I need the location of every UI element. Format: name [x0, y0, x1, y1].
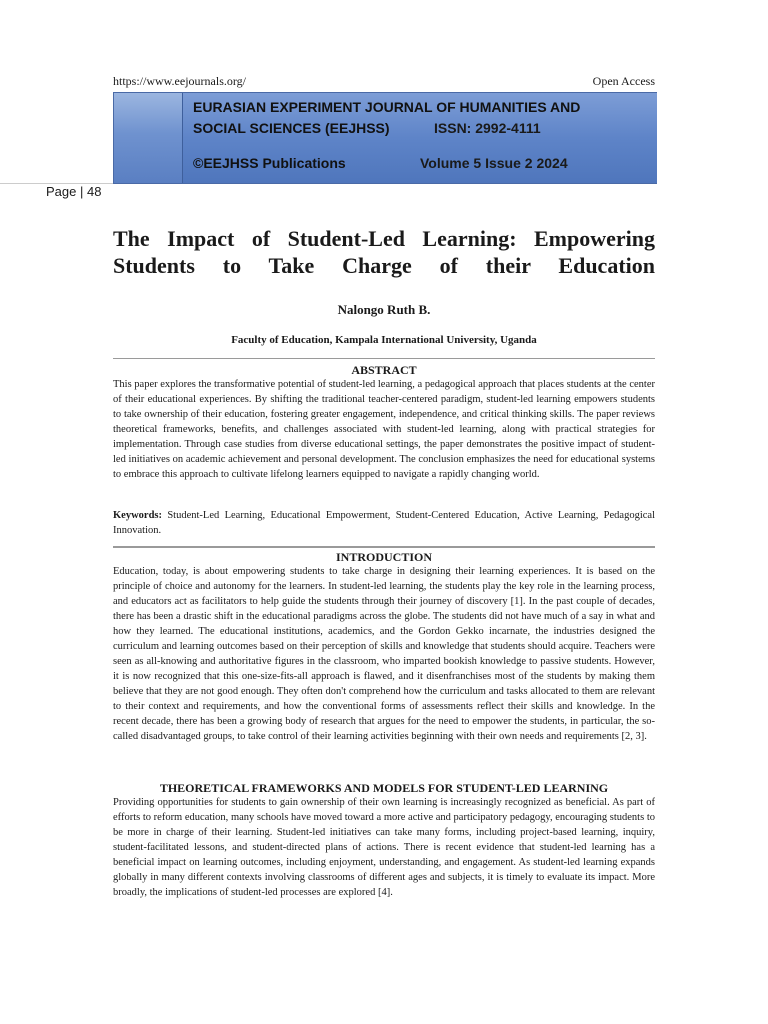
abstract-heading: ABSTRACT [351, 363, 417, 377]
author-affiliation: Faculty of Education, Kampala International University, Uganda [231, 334, 537, 346]
keywords-list: Student-Led Learning, Educational Empowerment, Student-Centered Education, Active Learning, Pedagogical Innovation. [113, 510, 655, 536]
keywords-line [113, 508, 655, 538]
frameworks-heading: THEORETICAL FRAMEWORKS AND MODELS FOR STUDENT-LED LEARNING [159, 781, 609, 795]
volume-issue-label: Volume 5 Issue 2 2024 [420, 155, 568, 171]
publisher-label: ©EEJHSS Publications [193, 155, 346, 171]
abstract-divider [113, 358, 655, 359]
journal-name-line2: SOCIAL SCIENCES (EEJHSS) [193, 120, 390, 136]
frameworks-text: Providing opportunities for students to gain ownership of their own learning is increasingly recognized as beneficial. As part of efforts to reform education, many schools have moved toward a more active and participatory pedagogy, encouraging students to be more in charge of their learning. Student-led initiatives can take many forms, including project-based learning, inquiry, student-facilitated lessons, and student-directed plans of actions. There is recent evidence that student-led learning has a beneficial impact on learning outcomes, including enjoyment, understanding, and engagement. As student-led learning expands globally in many different contexts involving classrooms of different ages and subjects, it is timely to evaluate its impact. More broadly, the implications of student-led processes are explored [4]. [113, 797, 655, 898]
journal-banner [113, 92, 657, 184]
journal-name-line1: EURASIAN EXPERIMENT JOURNAL OF HUMANITIES AND [193, 99, 581, 115]
abstract-text: This paper explores the transformative potential of student-led learning, a pedagogical approach that places students at the center of their educational experiences. By shifting the traditional teacher-centered paradigm, student-led learning empowers students to take ownership of their education, fostering greater engagement, independence, and critical thinking skills. The paper reviews theoretical frameworks, benefits, and challenges associated with student-led learning, along with practical strategies for implementation. Through case studies from diverse educational settings, the paper demonstrates the positive impact of student-led initiatives on academic achievement and personal development. The conclusion emphasizes the need for educational systems to embrace this approach to cultivate lifelong learners equipped to navigate a rapidly changing world. [113, 379, 655, 480]
introduction-heading: INTRODUCTION [335, 550, 432, 564]
page-number: Page | 48 [46, 184, 102, 199]
introduction-text: Education, today, is about empowering students to take charge in designing their learning experiences. It is based on the principle of choice and autonomy for the learners. In student-led learning, the students play the key role in the learning process, and educators act as facilitators to help guide the students through their journey of discovery [1]. In the past couple of decades, there has been a drastic shift in the educational paradigms across the globe. The students did not have much of a say in what and how they learned. The educational institutions, academics, and the Gordon Gekko incarnate, the industries designed the curriculum and learning outcomes based on their perception of skills and knowledge that students should acquire. Teachers were seen as all-knowing and authoritative figures in the classroom, who imparted bookish knowledge to passive students. However, it is now recognized that this one-size-fits-all approach is flawed, and it disenfranchises most of the students by making them believe that they are not good enough. They often don't comprehend how the curriculum and tasks allocated to them are relevant to their context and requirements, and how the conventional forms of assessments reflect their skills and knowledge. In the recent decade, there has been a growing body of research that argues for the need to empower the students, in particular, the so-called disadvantaged groups, to take control of their learning activities beginning with their own needs and requirements [2, 3]. [113, 566, 655, 742]
open-access-label: Open Access [592, 74, 655, 88]
journal-url[interactable]: https://www.eejournals.org/ [113, 74, 246, 88]
introduction-divider [113, 546, 655, 548]
article-title: The Impact of Student-Led Learning: Empowering Students to Take Charge of their Education [113, 226, 655, 278]
issn-label: ISSN: 2992-4111 [434, 120, 541, 136]
keywords-label: Keywords: [113, 510, 162, 521]
article-author: Nalongo Ruth B. [337, 302, 431, 317]
